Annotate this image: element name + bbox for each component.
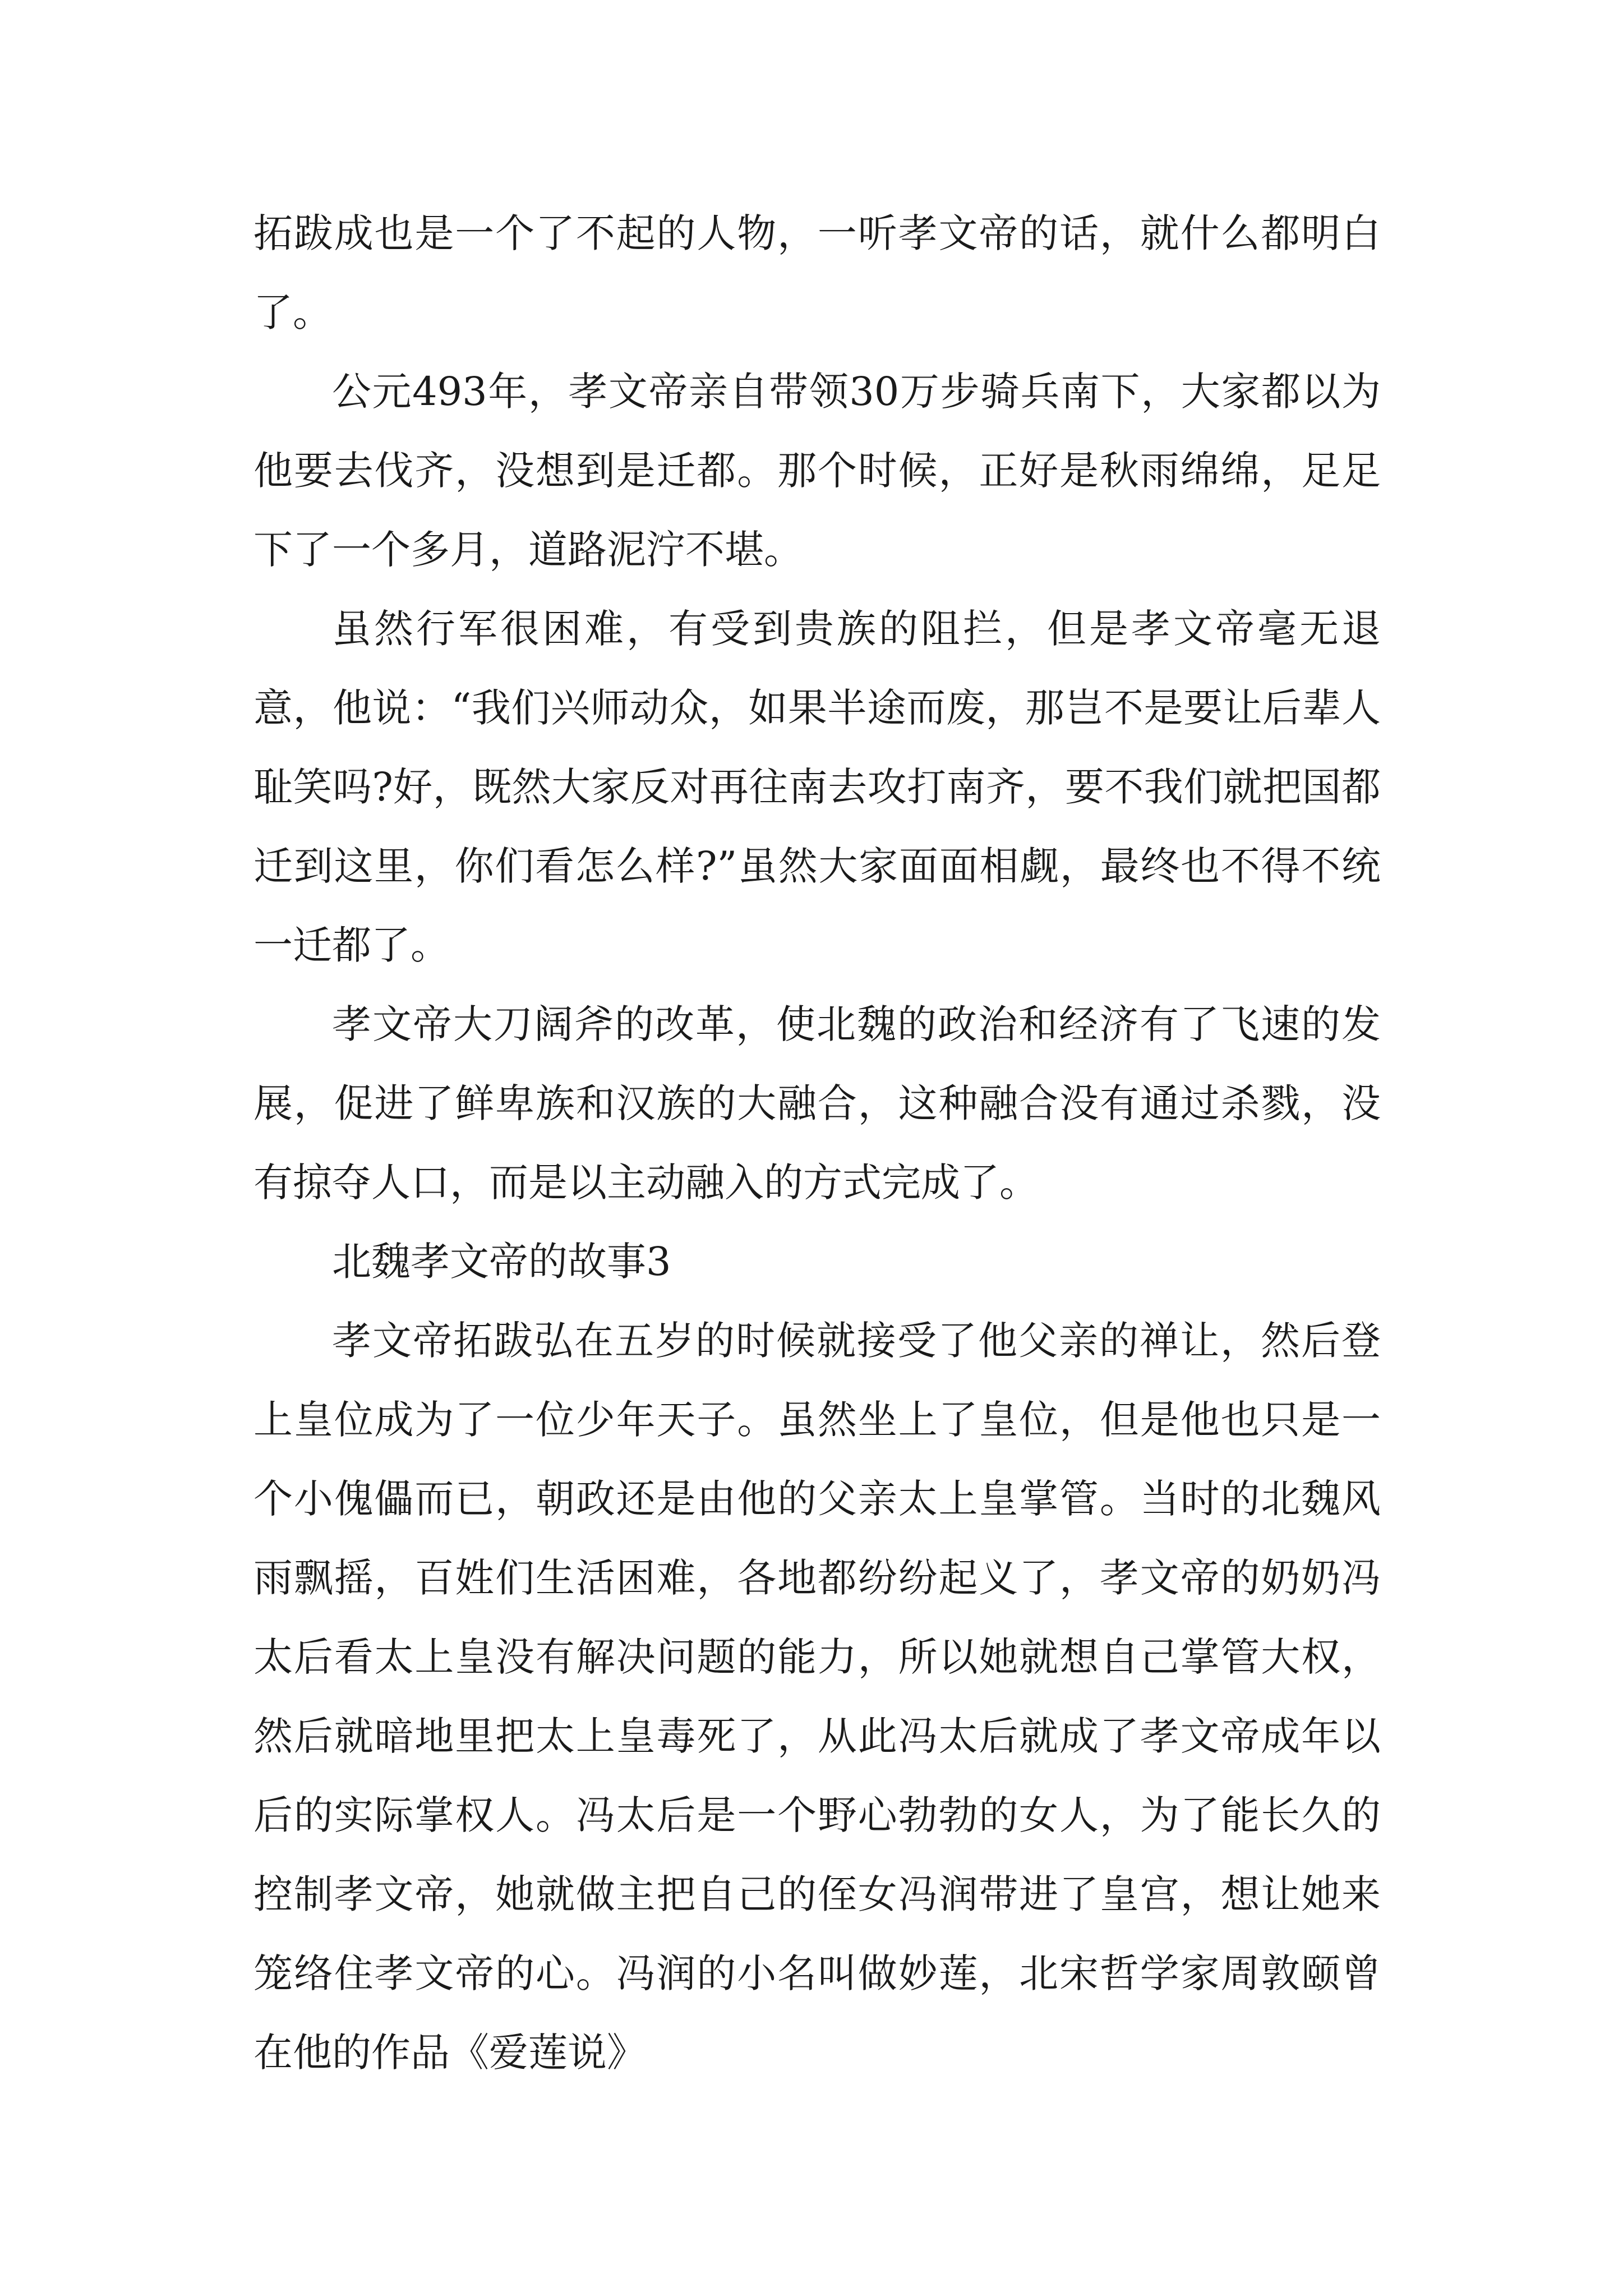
paragraph-5: 孝文帝拓跋弘在五岁的时候就接受了他父亲的禅让，然后登上皇位成为了一位少年天子。虽然坐上了皇位，但是他也只是一个小傀儡而已，朝政还是由他的父亲太上皇掌管。当时的北魏风雨飘摇，百姓们生活困难，各地都纷纷起义了，孝文帝的奶奶冯太后看太上皇没有解决问题的能力，所以她就想自己掌管大权，然后就暗地里把太上皇毒死了，从此冯太后就成了孝文帝成年以后的实际掌权人。冯太后是一个野心勃勃的女人，为了能长久的控制孝文帝，她就做主把自己的侄女冯润带进了皇宫，想让她来笼络住孝文帝的心。冯润的小名叫做妙莲，北宋哲学家周敦颐曾在他的作品《爱莲说》 bbox=[253, 1318, 1381, 2076]
section-heading: 北魏孝文帝的故事3 bbox=[332, 1239, 671, 1285]
paragraph-2: 公元493年，孝文帝亲自带领30万步骑兵南下，大家都以为他要去伐齐，没想到是迁都。那个时候，正好是秋雨绵绵，足足下了一个多月，道路泥泞不堪。 bbox=[253, 369, 1381, 573]
document-body bbox=[253, 194, 1381, 2092]
paragraph-3: 虽然行军很困难，有受到贵族的阻拦，但是孝文帝毫无退意，他说：“我们兴师动众，如果半途而废，那岂不是要让后辈人耻笑吗?好，既然大家反对再往南去攻打南齐，要不我们就把国都迁到这里，你们看怎么样?”虽然大家面面相觑，最终也不得不统一迁都了。 bbox=[253, 606, 1381, 968]
paragraph-4: 孝文帝大刀阔斧的改革，使北魏的政治和经济有了飞速的发展，促进了鲜卑族和汉族的大融合，这种融合没有通过杀戮，没有掠夺人口，而是以主动融入的方式完成了。 bbox=[253, 1001, 1381, 1205]
paragraph-1: 拓跋成也是一个了不起的人物，一听孝文帝的话，就什么都明白了。 bbox=[253, 210, 1381, 335]
